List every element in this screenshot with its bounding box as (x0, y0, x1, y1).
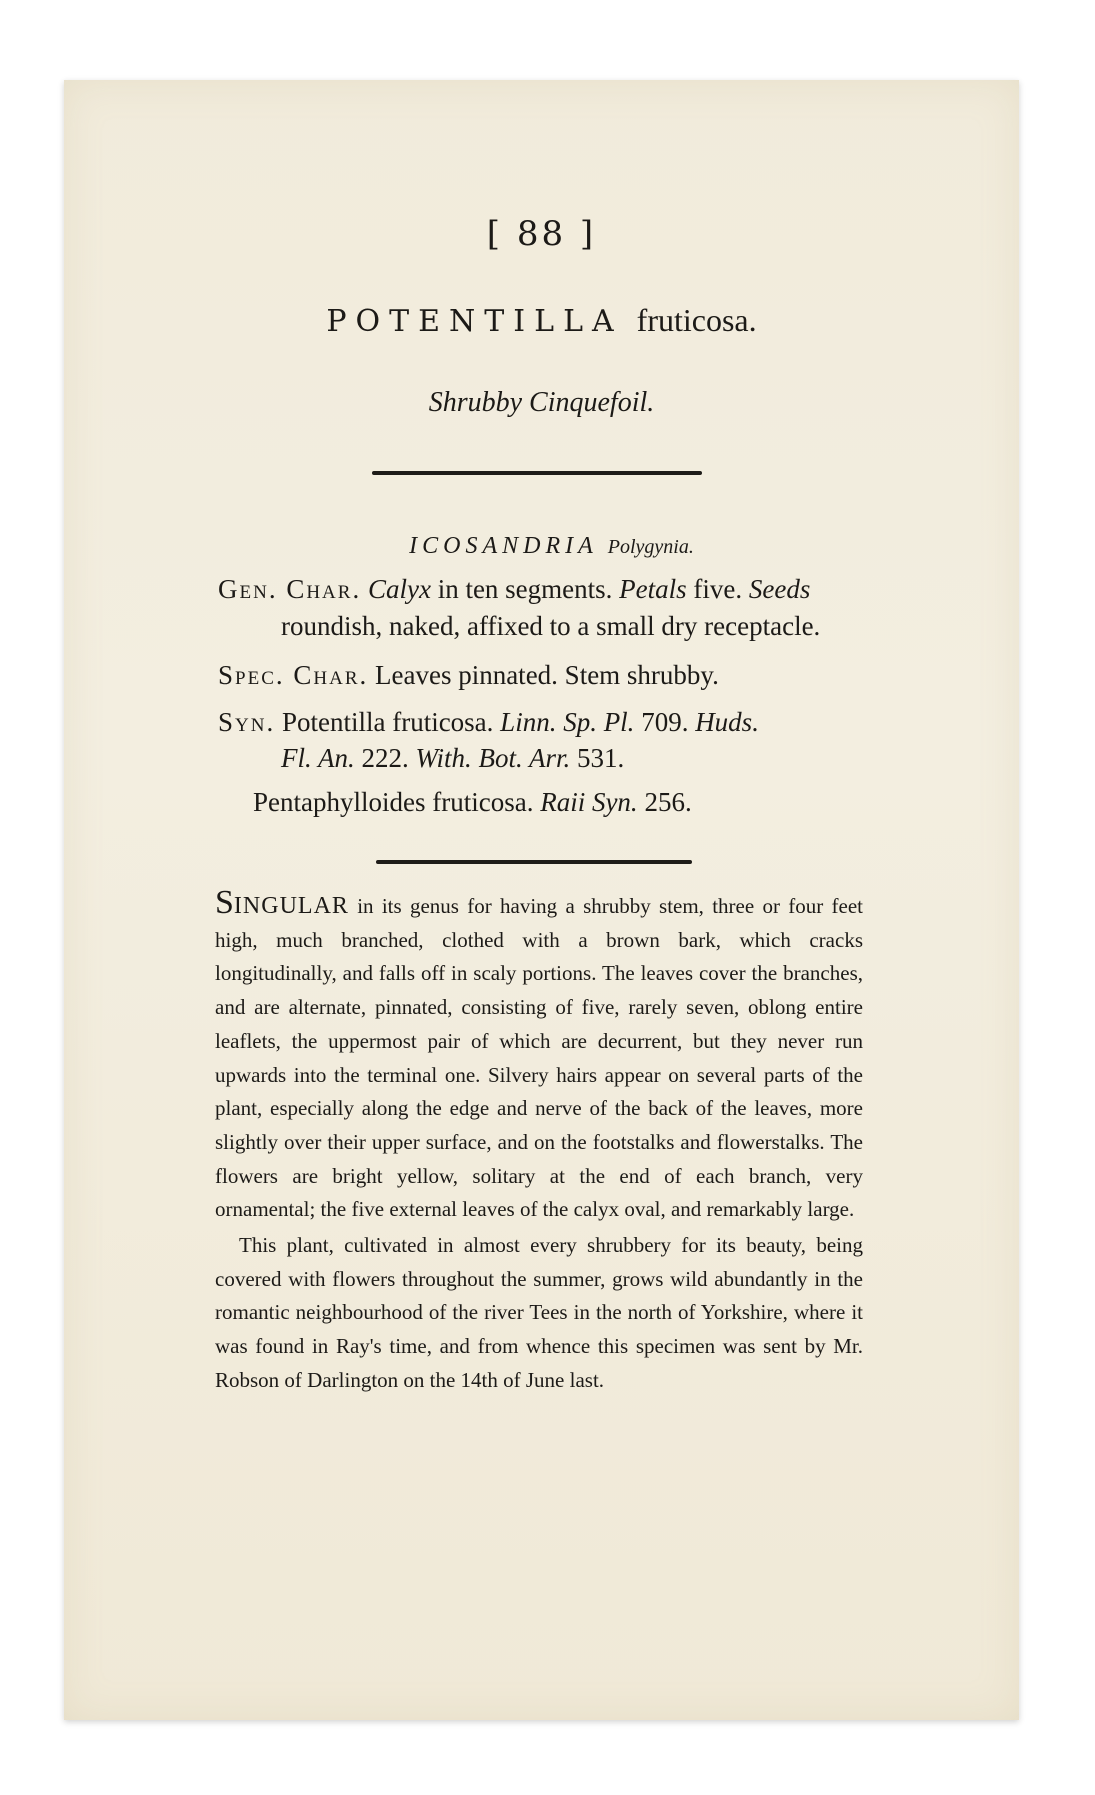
syn2-ref: Raii Syn. (540, 787, 638, 817)
syn-ref1-num: 709. (641, 707, 689, 737)
spec-char-line (218, 660, 719, 691)
petals-term: Petals (619, 574, 687, 604)
gen-char-continuation: roundish, naked, affixed to a small dry receptacle. (281, 611, 821, 641)
syn2-ref-num: 256. (644, 787, 692, 817)
book-page (64, 80, 1019, 1720)
spec-char-text: Leaves pinnated. Stem shrubby. (375, 660, 719, 690)
plant-title (64, 302, 1019, 339)
description-paragraph-2: This plant, cultivated in almost every shrubbery for its beauty, being covered with flowers throughout the summer, grows wild abundantly in the romantic neighbourhood of the river Tees in the north of Yorkshire, where it was found in Ray's time, and from whence this specimen was sent by Mr. Robson of Darlington on the 14th of June last. (215, 1233, 863, 1392)
syn-ref2b: Fl. An. (281, 743, 355, 773)
top-divider (372, 471, 702, 475)
syn-name: Potentilla fruticosa. (281, 707, 494, 737)
class-name: ICOSANDRIA (409, 533, 598, 559)
calyx-text: in ten segments. (437, 574, 613, 604)
syn-label: Syn. (218, 707, 276, 737)
syn-ref2: Huds. (695, 707, 759, 737)
spec-char-label: Spec. Char. (218, 660, 369, 690)
petals-text: five. (693, 574, 743, 604)
paragraph-1-text: in its genus for having a shrubby stem, three or four feet high, much branched, clothed with a brown bark, which cracks longitudinally, and falls off in scaly portions. The leaves cover the branches, and are alternate, pinnated, consisting of five, rarely seven, oblong entire leaflets, the uppermost pair of which are decurrent, but they never run upwards into the terminal one. Silvery hairs appear on several parts of the plant, especially along the edge and nerve of the back of the leaves, more slightly over their upper surface, and on the footstalks and flowerstalks. The flowers are bright yellow, solitary at the end of each branch, very ornamental; the five external leaves of the calyx oval, and remarkably large. (215, 894, 863, 1222)
syn-ref2-num: 222. (361, 743, 409, 773)
syn-ref3-num: 531. (577, 743, 625, 773)
syn-continuation (281, 743, 624, 774)
title-species: fruticosa. (636, 302, 757, 338)
description (215, 884, 863, 1398)
syn2-line (253, 787, 692, 818)
title-genus: POTENTILLA (326, 304, 623, 339)
calyx-term: Calyx (367, 574, 431, 604)
common-name: Shrubby Cinquefoil. (428, 387, 655, 418)
bottom-divider (376, 860, 692, 864)
syn-ref3: With. Bot. Arr. (415, 743, 571, 773)
seeds-term: Seeds (748, 574, 811, 604)
description-paragraph-1 (215, 884, 863, 1227)
syn2-name: Pentaphylloides fruticosa. (253, 787, 534, 817)
gen-char-line (218, 574, 810, 605)
syn-ref1: Linn. Sp. Pl. (500, 707, 635, 737)
first-word: INGULAR (233, 893, 349, 919)
syn-line (218, 707, 759, 738)
order-name: Polygynia. (607, 536, 694, 558)
gen-char-label: Gen. Char. (218, 574, 362, 604)
page-number: [ 88 ] (486, 214, 597, 254)
dropcap: S (215, 884, 234, 921)
classification (74, 533, 1029, 560)
